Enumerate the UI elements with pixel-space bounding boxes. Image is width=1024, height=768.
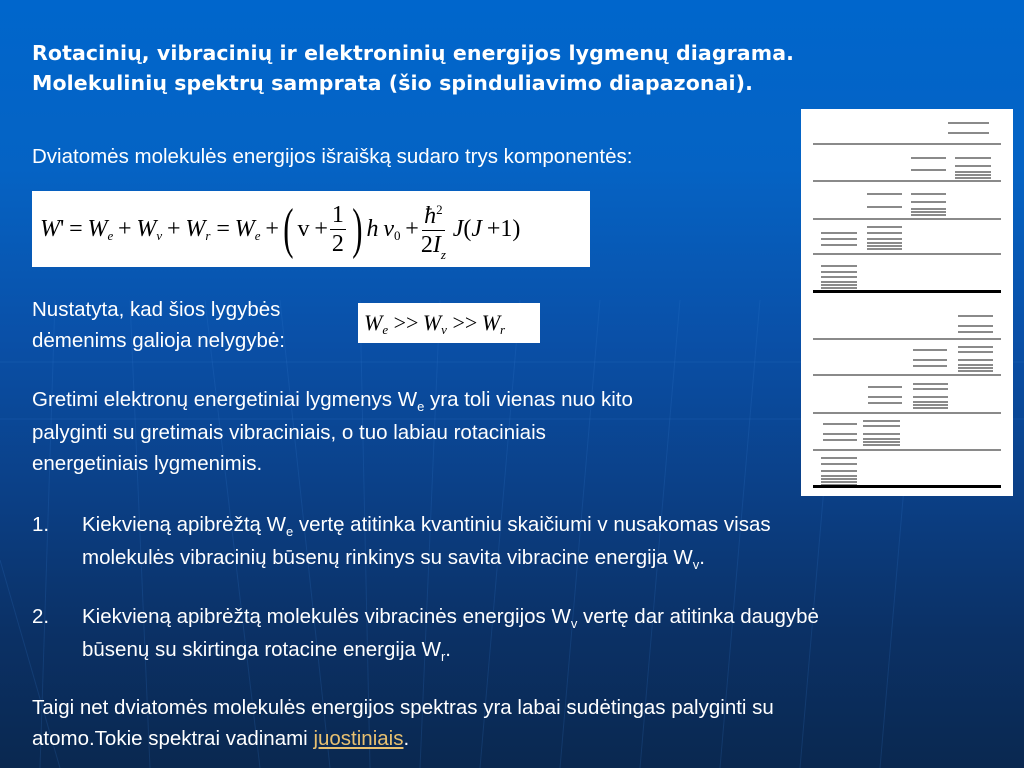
juostiniais-link[interactable]: juostiniais (313, 727, 404, 750)
intro-text: Dviatomės molekulės energijos išraišką sudaro trys komponentės: (32, 145, 633, 168)
slide-title (32, 38, 992, 98)
list-number-1: 1. (32, 513, 50, 536)
energy-formula: W ' = W e + W v + W r = W e + ( v + $\frac{1}{2}$ ) h ν 0 + $\frac{ħ^2}{2I_z}$ J ( J +1) (32, 191, 590, 267)
energy-level-diagram (801, 109, 1013, 496)
inequality-formula: W e >> W v >> W r (358, 303, 540, 343)
list-item-2: Kiekvieną apibrėžtą molekulės vibracinės energijos $W_v$ vertę dar atitinka daugybė būsenų su skirtinga rotacine energija $W_r$. (82, 605, 819, 664)
conclusion-paragraph: Taigi net dviatomės molekulės energijos spektras yra labai sudėtingas palyginti su atomo.Tokie spektrai vadinami juostiniais. (32, 696, 774, 750)
list-number-2: 2. (32, 605, 50, 628)
paragraph-electronic-levels: Gretimi elektronų energetiniai lygmenys $W_e$ yra toli vienas nuo kito palyginti su gretimais vibraciniais, o tuo labiau rotaciniais energetiniais lygmenimis. (32, 388, 633, 475)
inequality-intro: Nustatyta, kad šios lygybės dėmenims galioja nelygybė: (32, 298, 285, 352)
list-item-1: Kiekvieną apibrėžtą $W_e$ vertę atitinka kvantiniu skaičiumi v nusakomas visas molekulės vibracinių būsenų rinkinys su savita vibracine energija $W_v$. (82, 513, 771, 572)
title-line-1: Rotacinių, vibracinių ir elektroninių energijos lygmenų diagrama. (32, 41, 795, 65)
title-line-2: Molekulinių spektrų samprata (šio spinduliavimo diapazonai). (32, 71, 753, 95)
